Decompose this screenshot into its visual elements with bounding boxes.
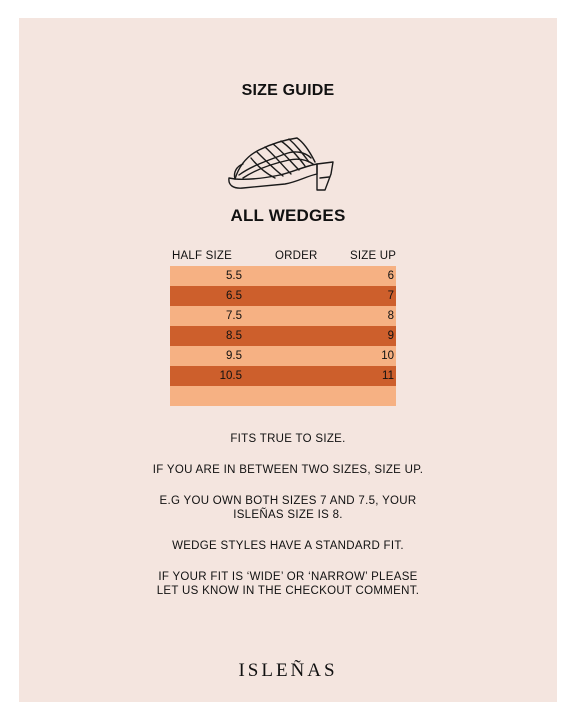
half-size-cell: 8.5	[226, 330, 242, 342]
table-row	[170, 326, 396, 346]
table-row	[170, 306, 396, 326]
table-row	[170, 366, 396, 386]
note-example-line-1: E.G YOU OWN BOTH SIZES 7 AND 7.5, YOUR	[159, 495, 417, 507]
size-up-cell: 7	[387, 290, 394, 302]
size-guide-card	[19, 18, 557, 702]
half-size-cell: 10.5	[219, 370, 242, 382]
note-wide	[19, 570, 557, 598]
brand-logo: ISLEÑAS	[238, 660, 338, 681]
section-title: ALL WEDGES	[230, 206, 346, 225]
column-header-size-up: SIZE UP	[350, 250, 397, 262]
half-size-cell: 5.5	[226, 270, 242, 282]
page-title: SIZE GUIDE	[241, 82, 335, 99]
size-table	[170, 266, 396, 406]
size-up-cell: 9	[387, 330, 394, 342]
size-up-cell: 8	[387, 310, 394, 322]
wedge-sandal-icon	[225, 128, 337, 194]
note-example	[19, 494, 557, 522]
size-up-cell: 6	[387, 270, 394, 282]
note-wide-line-1: IF YOUR FIT IS ‘WIDE’ OR ‘NARROW’ PLEASE	[158, 571, 418, 583]
size-up-cell: 10	[381, 350, 394, 362]
table-row	[170, 266, 396, 286]
fit-notes	[19, 432, 557, 615]
note-between: IF YOU ARE IN BETWEEN TWO SIZES, SIZE UP.	[152, 464, 424, 476]
note-wide-line-2: LET US KNOW IN THE CHECKOUT COMMENT.	[156, 585, 420, 597]
half-size-cell: 6.5	[226, 290, 242, 302]
column-header-half-size: HALF SIZE	[172, 250, 232, 262]
note-example-line-2: ISLEÑAS SIZE IS 8.	[233, 509, 343, 521]
half-size-cell: 7.5	[226, 310, 242, 322]
size-up-cell: 11	[382, 370, 394, 382]
note-fit: FITS TRUE TO SIZE.	[230, 433, 346, 445]
half-size-cell: 9.5	[226, 350, 242, 362]
note-standard: WEDGE STYLES HAVE A STANDARD FIT.	[172, 540, 404, 552]
table-row	[170, 346, 396, 366]
column-header-order: ORDER	[275, 250, 318, 262]
table-row	[170, 286, 396, 306]
table-row	[170, 386, 396, 406]
